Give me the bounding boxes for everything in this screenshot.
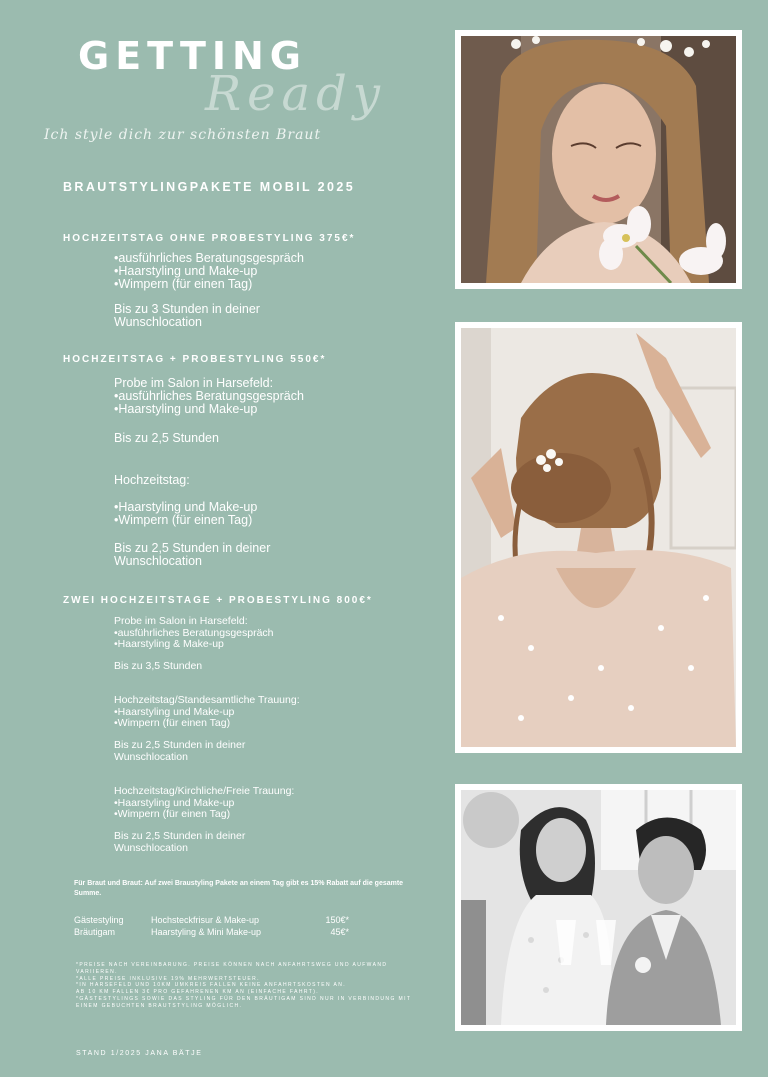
photo-frame-3 <box>455 784 742 1031</box>
package-3-standesamt-duration <box>114 740 245 763</box>
tagline: Ich style dich zur schönsten Braut <box>44 127 322 143</box>
wedding-day-label: Hochzeitstag: <box>114 473 190 487</box>
wedding-day-label: Hochzeitstag/Kirchliche/Freie Trauung: <box>114 785 295 797</box>
footer-stand: STAND 1/2025 JANA BÄTJE <box>76 1050 203 1057</box>
service-line: •Haarstyling und Make-up <box>114 264 258 278</box>
extras-name: Bräutigam <box>74 927 116 937</box>
service-line: •ausführliches Beratungsgespräch <box>114 389 304 403</box>
fine-print <box>76 962 412 1010</box>
duration-line: Wunschlocation <box>114 554 203 568</box>
package-2-heading: HOCHZEITSTAG + PROBESTYLING 550€* <box>63 354 327 365</box>
service-line: •Wimpern (für einen Tag) <box>114 808 231 820</box>
title-getting: GETTING <box>78 34 307 78</box>
package-2-probe <box>114 377 304 416</box>
photo-couple-champagne <box>461 790 736 1025</box>
extras-name: Gästestyling <box>74 915 124 925</box>
package-3-heading: ZWEI HOCHZEITSTAGE + PROBESTYLING 800€* <box>63 595 373 606</box>
photo-frame-2 <box>455 322 742 753</box>
discount-note: Für Braut und Braut: Auf zwei Braustyling Pakete an einem Tag gibt es 15% Rabatt auf die gesamte Summe. <box>74 880 404 897</box>
photo-bride-updo-back <box>461 328 736 747</box>
photo-bride-orchid <box>461 36 736 283</box>
duration-line: Bis zu 3 Stunden in deiner <box>114 302 260 316</box>
duration-line: Wunschlocation <box>114 841 188 854</box>
duration-line: Wunschlocation <box>114 315 203 329</box>
service-line: •ausführliches Beratungsgespräch <box>114 626 274 639</box>
service-line: •Haarstyling und Make-up <box>114 500 258 514</box>
extras-desc: Haarstyling & Mini Make-up <box>151 927 262 937</box>
fine-print-line: EINEM GEBUCHTEN BRAUTSTYLING MÖGLICH. <box>76 1002 243 1009</box>
extras-desc: Hochsteckfrisur & Make-up <box>151 915 260 925</box>
service-line: •ausführliches Beratungsgespräch <box>114 251 304 265</box>
fine-print-line: *PREISE NACH VEREINBARUNG. PREISE KÖNNEN NACH ANFAHRTSWEG UND AUFWAND <box>76 962 388 968</box>
duration-line: Wunschlocation <box>114 750 188 763</box>
fine-print-line: *GÄSTESTYLINGS SOWIE DAS STYLING FÜR DEN BRÄUTIGAM SIND NUR IN VERBINDUNG MIT <box>76 995 412 1002</box>
fine-print-line: *ALLE PREISE INKLUSIVE 19% MEHRWERTSTEUER. <box>76 975 260 982</box>
wedding-day-label: Hochzeitstag/Standesamtliche Trauung: <box>114 694 300 706</box>
duration-line: Bis zu 2,5 Stunden in deiner <box>114 541 271 555</box>
extras-price: 150€* <box>325 915 349 925</box>
extras-price: 45€* <box>330 927 349 937</box>
duration-line: Bis zu 2,5 Stunden in deiner <box>114 830 246 842</box>
subtitle: BRAUTSTYLINGPAKETE MOBIL 2025 <box>63 180 356 194</box>
package-3-kirchlich <box>114 786 294 821</box>
service-line: •Haarstyling und Make-up <box>114 796 235 809</box>
probe-line: Probe im Salon in Harsefeld: <box>114 376 274 390</box>
package-2-duration <box>114 542 270 568</box>
probe-line: Probe im Salon in Harsefeld: <box>114 615 248 627</box>
package-3-probe <box>114 616 274 651</box>
service-line: •Wimpern (für einen Tag) <box>114 277 253 291</box>
service-line: •Haarstyling & Make-up <box>114 638 224 650</box>
service-line: •Wimpern (für einen Tag) <box>114 717 231 729</box>
photo-frame-1 <box>455 30 742 289</box>
package-1-heading: HOCHZEITSTAG OHNE PROBESTYLING 375€* <box>63 233 356 244</box>
package-3-kirchlich-duration <box>114 831 245 854</box>
package-2-services <box>114 501 257 527</box>
package-3-standesamt <box>114 695 300 730</box>
duration-line: Bis zu 2,5 Stunden <box>114 431 219 445</box>
title-ready-script: Ready <box>205 66 387 122</box>
duration-line: Bis zu 3,5 Stunden <box>114 660 203 672</box>
package-1-services <box>114 252 304 291</box>
package-3-probe-duration <box>114 661 202 673</box>
package-2-probe-duration <box>114 432 219 445</box>
package-1-duration <box>114 303 260 329</box>
service-line: •Wimpern (für einen Tag) <box>114 513 253 527</box>
service-line: •Haarstyling und Make-up <box>114 402 258 416</box>
fine-print-line: AB 10 KM FALLEN 3€ PRO GEFAHRENEN KM AN (EINFACHE FAHRT). <box>76 989 320 996</box>
package-2-wedding-day <box>114 474 190 487</box>
duration-line: Bis zu 2,5 Stunden in deiner <box>114 739 246 751</box>
fine-print-line: *IN HARSEFELD UND 10KM UMKREIS FALLEN KEINE ANFAHRTSKOSTEN AN. <box>76 982 347 989</box>
fine-print-line: VARIIEREN. <box>76 968 118 975</box>
service-line: •Haarstyling und Make-up <box>114 705 235 718</box>
